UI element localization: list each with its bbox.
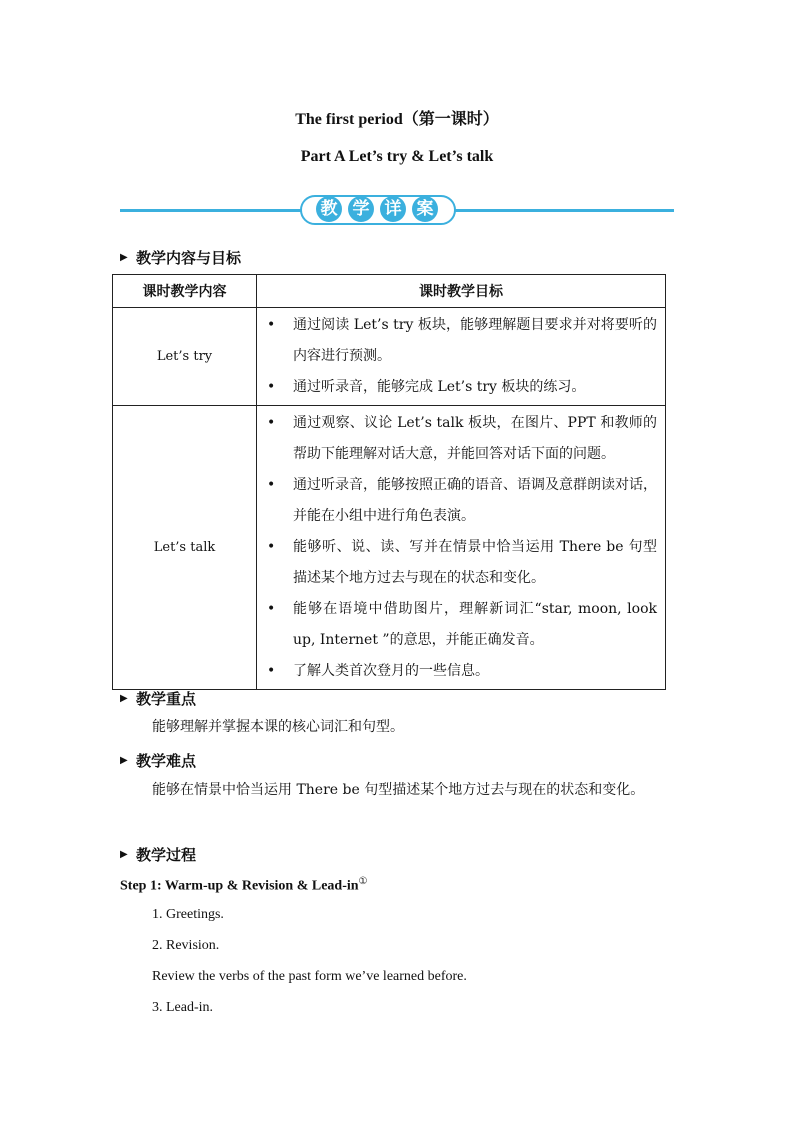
step-1-title-text: Step 1: Warm-up & Revision & Lead-in [120, 878, 359, 894]
section-heading-process [120, 844, 196, 865]
difficulties-text: 能够在情景中恰当运用 There be 句型描述某个地方过去与现在的状态和变化。 [152, 782, 645, 798]
table-row [113, 308, 666, 406]
step-1-item: 2. Revision. [152, 938, 220, 953]
section-heading-label: 教学内容与目标 [136, 249, 242, 267]
lesson-title: The first period（第一课时） [295, 111, 499, 128]
table-header: 课时教学目标 [257, 275, 666, 308]
key-points-text: 能够理解并掌握本课的核心词汇和句型。 [152, 719, 404, 735]
table-header-row [113, 275, 666, 308]
table-row [113, 406, 666, 690]
section-heading-content-goals [120, 247, 241, 268]
goal-text: 通过观察、议论 Let’s talk 板块，在图片、PPT 和教师的帮助下能理解对话大意，并能回答对话下面的问题。 [293, 415, 657, 462]
bullet-icon: • [267, 379, 276, 395]
table-header: 课时教学内容 [113, 275, 257, 308]
bullet-icon: • [267, 663, 276, 679]
goal-item [265, 372, 657, 403]
bullet-icon: • [267, 317, 276, 333]
section-banner [120, 194, 674, 228]
banner-char: 学 [348, 196, 374, 222]
row-name: Let’s try [113, 308, 257, 406]
step-1-item: 1. Greetings. [152, 907, 224, 922]
bullet-icon: • [267, 601, 276, 617]
bullet-icon: • [267, 539, 276, 555]
triangle-icon: ▶ [120, 252, 128, 263]
banner-line-left [120, 209, 304, 212]
step-1-item: 3. Lead-in. [152, 1000, 214, 1015]
bullet-icon: • [267, 415, 276, 431]
goal-text: 能够听、说、读、写并在情景中恰当运用 There be 句型描述某个地方过去与现在的状态和变化。 [293, 539, 657, 586]
goal-item [265, 532, 657, 594]
row-goals [257, 308, 666, 406]
row-goals [257, 406, 666, 690]
goal-text: 通过听录音，能够按照正确的语音、语调及意群朗读对话，并能在小组中进行角色表演。 [293, 477, 657, 524]
triangle-icon: ▶ [120, 849, 128, 860]
goal-item [265, 594, 657, 656]
row-name: Let’s talk [113, 406, 257, 690]
step-1-item: Review the verbs of the past form we’ve learned before. [152, 969, 467, 984]
goal-text: 通过听录音，能够完成 Let’s try 板块的练习。 [293, 379, 586, 395]
section-heading-key-points [120, 688, 196, 709]
banner-line-right [454, 209, 674, 212]
banner-char: 教 [316, 196, 342, 222]
goal-text: 通过阅读 Let’s try 板块，能够理解题目要求并对将要听的内容进行预测。 [293, 317, 657, 364]
section-heading-label: 教学重点 [136, 690, 197, 708]
goal-text: 了解人类首次登月的一些信息。 [293, 663, 489, 679]
section-heading-difficulties [120, 750, 196, 771]
goal-item [265, 310, 657, 372]
section-heading-label: 教学过程 [136, 846, 197, 864]
triangle-icon: ▶ [120, 693, 128, 704]
bullet-icon: • [267, 477, 276, 493]
goal-item [265, 656, 657, 687]
objectives-table [112, 274, 666, 690]
banner-char: 详 [380, 196, 406, 222]
goal-item [265, 470, 657, 532]
goal-text: 能够在语境中借助图片，理解新词汇“star, moon, look up, Internet ”的意思，并能正确发音。 [293, 601, 657, 648]
lesson-subtitle: Part A Let’s try & Let’s talk [300, 148, 494, 165]
footnote-marker: ① [358, 876, 368, 887]
step-1-title [120, 876, 368, 895]
section-heading-label: 教学难点 [136, 752, 197, 770]
banner-chars [316, 196, 438, 222]
triangle-icon: ▶ [120, 755, 128, 766]
goal-item [265, 408, 657, 470]
banner-char: 案 [412, 196, 438, 222]
